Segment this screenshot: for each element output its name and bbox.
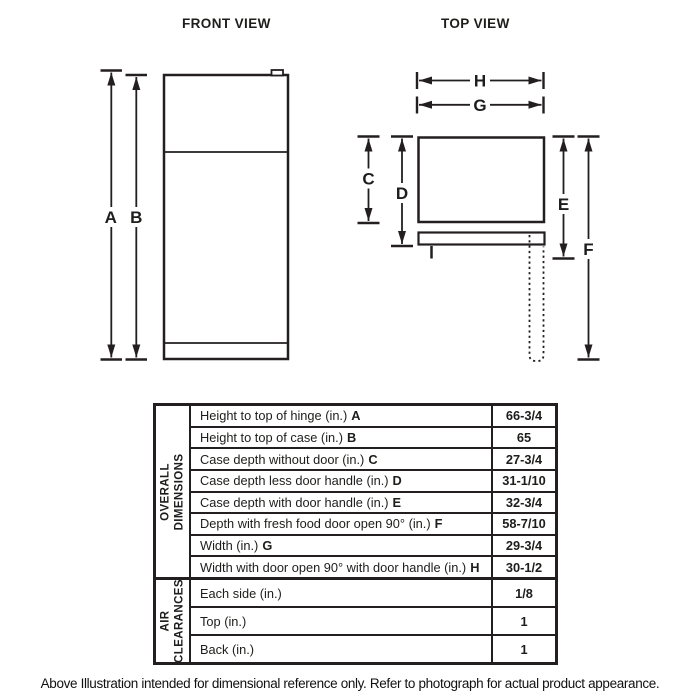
front-view-drawing bbox=[101, 70, 289, 360]
table-row bbox=[191, 608, 555, 636]
air-clearances-rows bbox=[191, 580, 555, 662]
row-label: Back (in.) bbox=[200, 641, 255, 657]
dimensions-table bbox=[153, 403, 558, 665]
row-value: 31-1/10 bbox=[491, 471, 555, 491]
row-label: Top (in.) bbox=[200, 613, 247, 629]
fridge-outline bbox=[164, 75, 288, 359]
overall-dimensions-section bbox=[156, 406, 555, 577]
row-value: 1/8 bbox=[491, 580, 555, 606]
dim-label-g: G bbox=[473, 95, 487, 115]
dim-label-a: A bbox=[104, 208, 117, 227]
row-label: Case depth less door handle (in.) D bbox=[200, 473, 402, 489]
table-row bbox=[191, 406, 555, 428]
air-clearances-section bbox=[156, 577, 555, 662]
row-label: Each side (in.) bbox=[200, 585, 282, 601]
overall-dimensions-rows bbox=[191, 406, 555, 577]
row-value: 32-3/4 bbox=[491, 493, 555, 513]
table-row bbox=[191, 449, 555, 471]
dim-label-b: B bbox=[130, 208, 143, 227]
row-value: 1 bbox=[491, 608, 555, 634]
table-row bbox=[191, 536, 555, 558]
dim-label-c: C bbox=[362, 169, 375, 189]
row-value: 58-7/10 bbox=[491, 514, 555, 534]
row-label: Height to top of hinge (in.) A bbox=[200, 408, 361, 424]
dim-label-d: D bbox=[395, 184, 409, 203]
row-value: 66-3/4 bbox=[491, 406, 555, 426]
table-row bbox=[191, 557, 555, 577]
row-label: Width (in.) G bbox=[200, 538, 273, 554]
row-value: 29-3/4 bbox=[491, 536, 555, 556]
row-label: Width with door open 90° with door handle (in.) H bbox=[200, 559, 480, 575]
table-row bbox=[191, 514, 555, 536]
case-outline-top bbox=[419, 138, 545, 223]
row-value: 27-3/4 bbox=[491, 449, 555, 469]
row-value: 30-1/2 bbox=[491, 557, 555, 577]
row-label: Case depth without door (in.) C bbox=[200, 451, 378, 467]
dim-label-f: F bbox=[583, 240, 594, 259]
row-value: 65 bbox=[491, 428, 555, 448]
row-label: Depth with fresh food door open 90° (in.) F bbox=[200, 516, 443, 532]
table-row bbox=[191, 636, 555, 662]
row-label: Case depth with door handle (in.) E bbox=[200, 494, 402, 510]
overall-dimensions-header bbox=[156, 406, 191, 577]
row-label: Height to top of case (in.) B bbox=[200, 429, 357, 445]
table-row bbox=[191, 493, 555, 515]
table-row bbox=[191, 580, 555, 608]
overall-dimensions-header-text: OVERALL DIMENSIONS bbox=[158, 453, 185, 530]
row-value: 1 bbox=[491, 636, 555, 662]
front-view-title: FRONT VIEW bbox=[182, 16, 271, 31]
hinge-cap bbox=[272, 70, 284, 76]
table-row bbox=[191, 428, 555, 450]
door-open-swing-dashed bbox=[530, 235, 544, 361]
dim-label-h: H bbox=[473, 71, 487, 91]
air-clearances-header-text: AIR CLEARANCES bbox=[158, 579, 185, 663]
air-clearances-header bbox=[156, 580, 191, 662]
top-view-title: TOP VIEW bbox=[441, 16, 510, 31]
footnote-caption: Above Illustration intended for dimensional reference only. Refer to photograph for actual product appearance. bbox=[40, 676, 660, 691]
dim-label-e: E bbox=[557, 195, 570, 214]
door-outline-top bbox=[419, 233, 545, 245]
table-row bbox=[191, 471, 555, 493]
